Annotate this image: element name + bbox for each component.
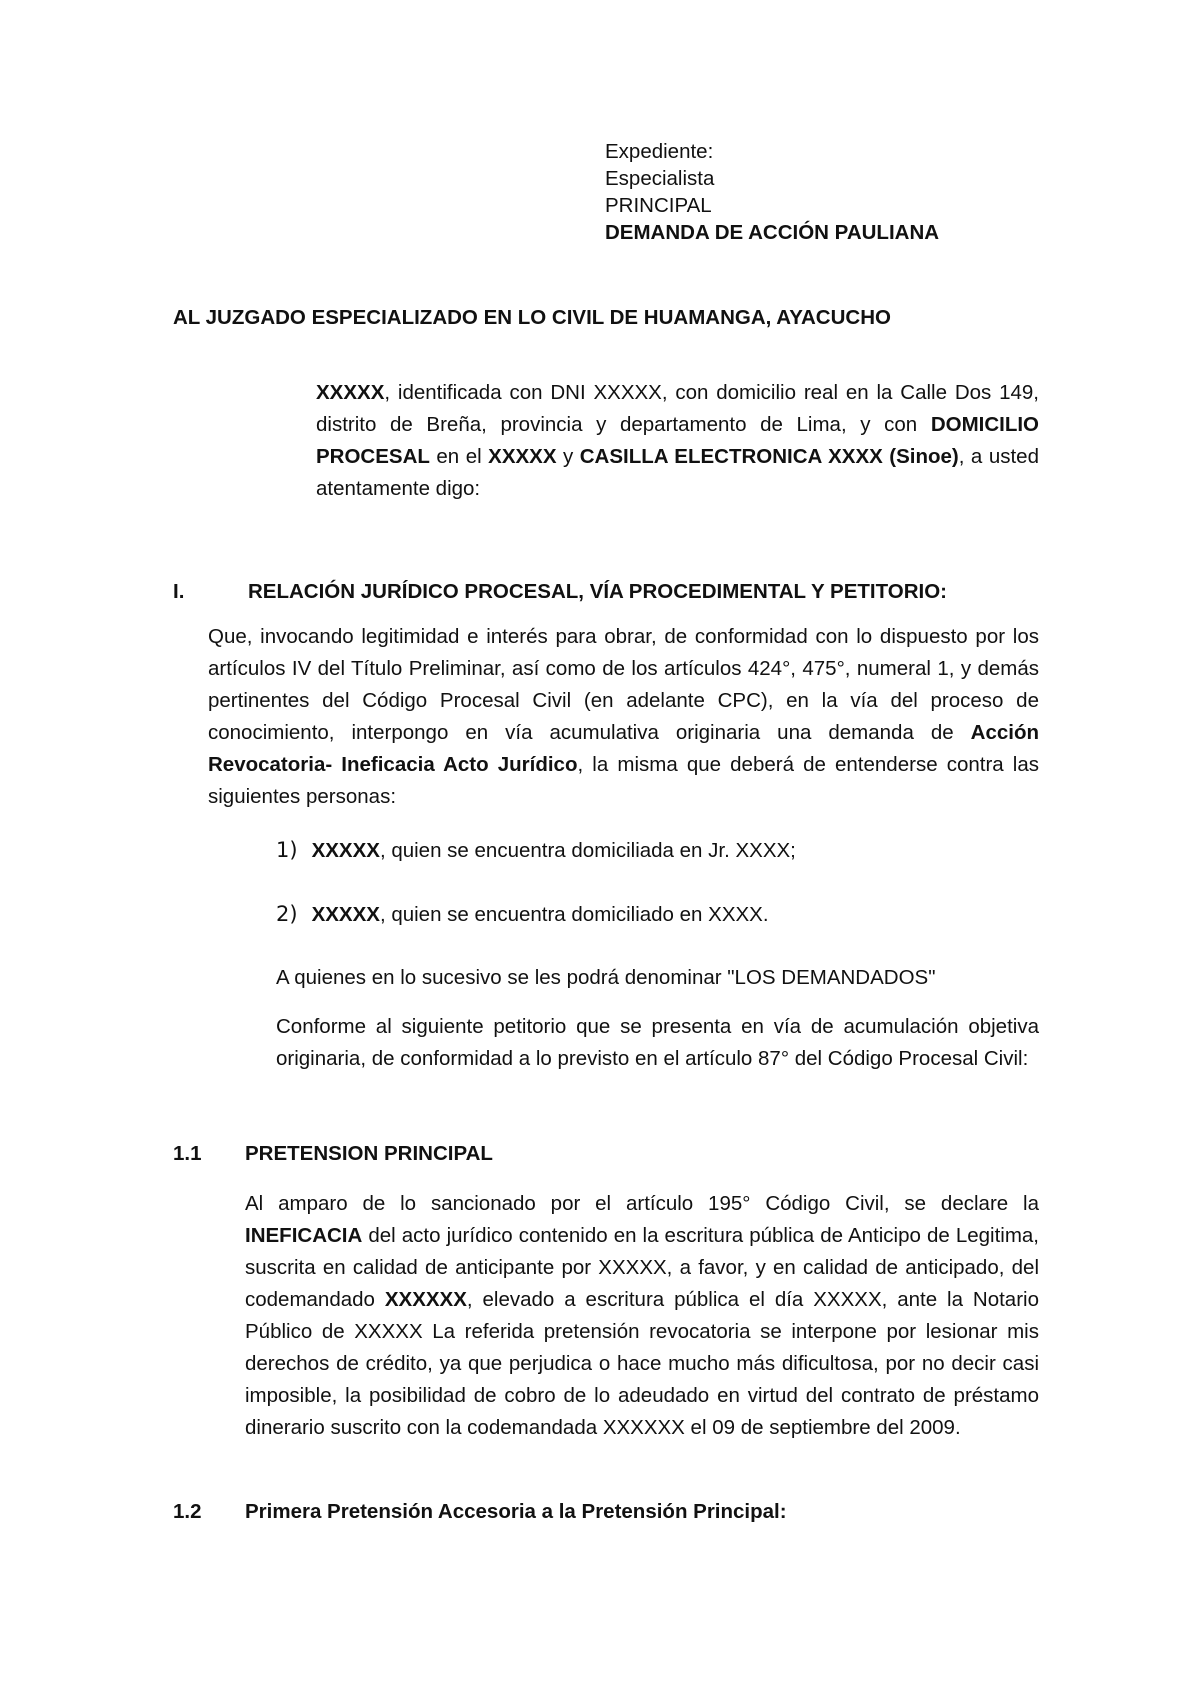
principal-label: PRINCIPAL xyxy=(605,194,712,217)
intro-text: Que, invocando legitimidad e interés para obrar, de conformidad con lo dispuesto por los artículos IV del Título Preliminar, así como de los artículos 424°, 475°, numeral 1, y demás pertinentes del Código Procesal Civil (en adelante CPC), en la vía del proceso de conocimiento, interpongo en vía acumulativa originaria una demanda de xyxy=(208,625,1039,744)
section-1-1-title: PRETENSION PRINCIPAL xyxy=(245,1142,493,1165)
case-header xyxy=(605,138,1045,246)
section-1-2-title: Primera Pretensión Accesoria a la Pretensión Principal: xyxy=(245,1500,787,1523)
section-1-intro xyxy=(208,621,1039,813)
intro-bold: Acción Revocatoria- Ineficacia Acto Jurídico xyxy=(208,721,1039,776)
party-text-1: , identificada con DNI XXXXX, con domicilio real en la Calle Dos 149, distrito de Breña, provincia y departamento de Lima, y con xyxy=(316,381,1039,436)
defendant-name: XXXXX xyxy=(311,903,380,926)
document-title: DEMANDA DE ACCIÓN PAULIANA xyxy=(605,221,940,244)
party-place: XXXXX xyxy=(488,445,557,468)
defendants-denomination: A quienes en lo sucesivo se les podrá denominar "LOS DEMANDADOS" xyxy=(276,966,936,989)
section-1-1-number: 1.1 xyxy=(173,1142,202,1165)
list-item xyxy=(276,834,796,867)
defendant-text: , quien se encuentra domiciliado en XXXX. xyxy=(379,903,769,926)
claim-text-3: , elevado a escritura pública el día XXXXX, ante la Notario Público de XXXXX La referida pretensión revocatoria se interpone por lesionar mis derechos de crédito, ya que perjudica o hace mucho más dificultosa, por no decir casi imposible, la posibilidad de cobro de lo adeudado en virtud del contrato de préstamo dinerario suscrito con la codemandada XXXXXX el 09 de septiembre del 2009. xyxy=(245,1288,1039,1439)
domicilio-procesal: DOMICILIO PROCESAL xyxy=(316,413,1039,468)
especialista-label: Especialista xyxy=(605,167,715,190)
codemandado-name: XXXXXX xyxy=(384,1288,467,1311)
intro-end: , la misma que deberá de entenderse contra las siguientes personas: xyxy=(208,753,1039,808)
claim-text-2: del acto jurídico contenido en la escritura pública de Anticipo de Legitima, suscrita en calidad de anticipante por XXXXX, a favor, y en calidad de anticipado, del codemandado xyxy=(245,1224,1039,1311)
defendant-name: XXXXX xyxy=(311,839,380,862)
expediente-label: Expediente: xyxy=(605,140,714,163)
party-identification xyxy=(316,377,1039,505)
casilla-electronica: CASILLA ELECTRONICA XXXX (Sinoe) xyxy=(579,445,959,468)
section-1-title: RELACIÓN JURÍDICO PROCESAL, VÍA PROCEDIMENTAL Y PETITORIO: xyxy=(248,580,947,603)
claim-text-1: Al amparo de lo sancionado por el artículo 195° Código Civil, se declare la xyxy=(245,1192,1039,1215)
defendant-text: , quien se encuentra domiciliada en Jr. XXXX; xyxy=(379,839,796,862)
section-1-number: I. xyxy=(173,580,185,603)
list-number: 1) xyxy=(276,838,298,862)
party-text-4: , a usted atentamente digo: xyxy=(316,445,1039,500)
list-item xyxy=(276,898,769,931)
principal-claim-text xyxy=(245,1188,1039,1444)
ineficacia-term: INEFICACIA xyxy=(245,1224,363,1247)
party-text-2: en el xyxy=(429,445,489,468)
section-1-2-number: 1.2 xyxy=(173,1500,202,1523)
party-text-3: y xyxy=(556,445,580,468)
list-number: 2) xyxy=(276,902,298,926)
petition-intro: Conforme al siguiente petitorio que se presenta en vía de acumulación objetiva originaria, de conformidad a lo previsto en el artículo 87° del Código Procesal Civil: xyxy=(276,1015,1039,1070)
party-name: XXXXX xyxy=(316,381,385,404)
court-addressee: AL JUZGADO ESPECIALIZADO EN LO CIVIL DE HUAMANGA, AYACUCHO xyxy=(173,306,891,329)
